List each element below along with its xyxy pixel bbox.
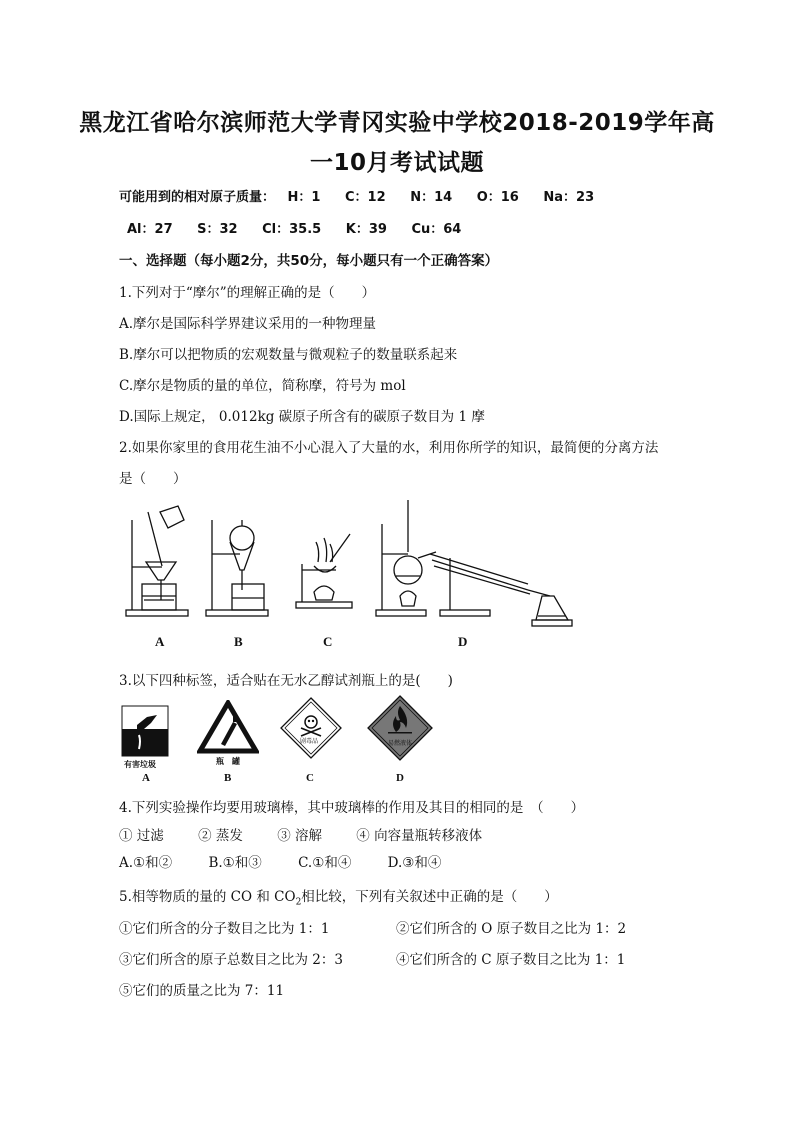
q2-label-b: B [234, 634, 243, 649]
mass-na: Na：23 [543, 190, 595, 205]
apparatus-b-separatory-funnel [206, 520, 268, 616]
q4-option-a: A.①和② [119, 855, 173, 871]
q1-option-d: D.国际上规定， 0.012kg 碳原子所含有的碳原子数目为 1 摩 [119, 409, 485, 425]
mass-o: O：16 [476, 190, 519, 205]
q4-option-d: D.③和④ [387, 855, 442, 871]
mass-al: Al：27 [127, 222, 173, 237]
q4-item-2: ② 蒸发 [198, 828, 243, 844]
q4-option-b: B.①和③ [208, 855, 262, 871]
sign-b-recycle-bottle [197, 700, 259, 754]
q2-stem-line1: 2.如果你家里的食用花生油不小心混入了大量的水，利用你所学的知识，最简便的分离方法 [119, 440, 659, 456]
q1-stem: 1.下列对于“摩尔”的理解正确的是（ ） [119, 285, 376, 301]
q4-item-4: ④ 向容量瓶转移液体 [356, 828, 483, 844]
mass-cl: Cl：35.5 [262, 222, 322, 237]
q5-statement-5: ⑤它们的质量之比为 7：11 [119, 983, 285, 999]
q2-stem-line2: 是（ ） [119, 471, 187, 487]
q5-stem: 5.相等物质的量的 CO 和 $CO_2$相比较，下列有关叙述中正确的是（ ） [119, 889, 558, 908]
apparatus-d-distillation [376, 500, 572, 626]
q4-items [119, 824, 482, 844]
q1-option-c: C.摩尔是物质的量的单位，简称摩，符号为 mol [119, 378, 406, 394]
q3-label-b: B [224, 772, 232, 784]
page-title-line2: 一10月考试试题 [309, 150, 484, 176]
q4-item-3: ③ 溶解 [277, 828, 322, 844]
q5-statement-1: ①它们所含的分子数目之比为 1：1 [119, 921, 330, 937]
atomic-mass-row2 [127, 218, 461, 237]
sign-a-text: 有害垃圾 [124, 759, 156, 769]
sign-d-text: 易燃液体 [388, 740, 413, 747]
apparatus-c-evaporation [296, 534, 352, 608]
apparatus-figure [118, 492, 578, 632]
mass-s: S：32 [197, 222, 238, 237]
atomic-mass-row1 [119, 186, 594, 205]
q2-label-c: C [323, 634, 333, 649]
q5-statement-3: ③它们所含的原子总数目之比为 2：3 [119, 952, 343, 968]
sign-c-poison [279, 696, 343, 760]
q4-options [119, 851, 441, 871]
atomic-mass-label: 可能用到的相对原子质量： [119, 190, 276, 205]
q2-label-d: D [458, 634, 468, 649]
q4-item-1: ① 过滤 [119, 828, 164, 844]
mass-c: C：12 [345, 190, 386, 205]
q4-option-c: C.①和④ [298, 855, 352, 871]
sign-c-text: 剧毒品 [300, 738, 319, 745]
mass-n: N：14 [410, 190, 453, 205]
q3-label-c: C [306, 772, 314, 784]
sign-b-text: 瓶 罐 [216, 756, 240, 766]
q3-stem: 3.以下四种标签，适合贴在无水乙醇试剂瓶上的是( ) [119, 673, 453, 689]
q3-label-d: D [396, 772, 404, 784]
q5-statement-4: ④它们所含的 C 原子数目之比为 1：1 [396, 952, 626, 968]
apparatus-a-filtration [126, 506, 188, 616]
q2-label-a: A [155, 634, 165, 649]
q3-label-a: A [142, 772, 150, 784]
sign-a-harmful-waste [121, 705, 169, 757]
mass-cu: Cu：64 [411, 222, 462, 237]
page-title-line1: 黑龙江省哈尔滨师范大学青冈实验中学校2018-2019学年高 [79, 110, 715, 136]
q4-stem: 4.下列实验操作均要用玻璃棒，其中玻璃棒的作用及其目的相同的是 （ ） [119, 800, 585, 816]
q1-option-a: A.摩尔是国际科学界建议采用的一种物理量 [119, 316, 377, 332]
mass-h: H：1 [287, 190, 321, 205]
q5-statement-2: ②它们所含的 O 原子数目之比为 1：2 [396, 921, 627, 937]
mass-k: K：39 [345, 222, 387, 237]
sign-d-flammable-liquid [366, 694, 434, 762]
section1-heading: 一、选择题（每小题2分，共50分，每小题只有一个正确答案） [119, 253, 499, 269]
q1-option-b: B.摩尔可以把物质的宏观数量与微观粒子的数量联系起来 [119, 347, 458, 363]
